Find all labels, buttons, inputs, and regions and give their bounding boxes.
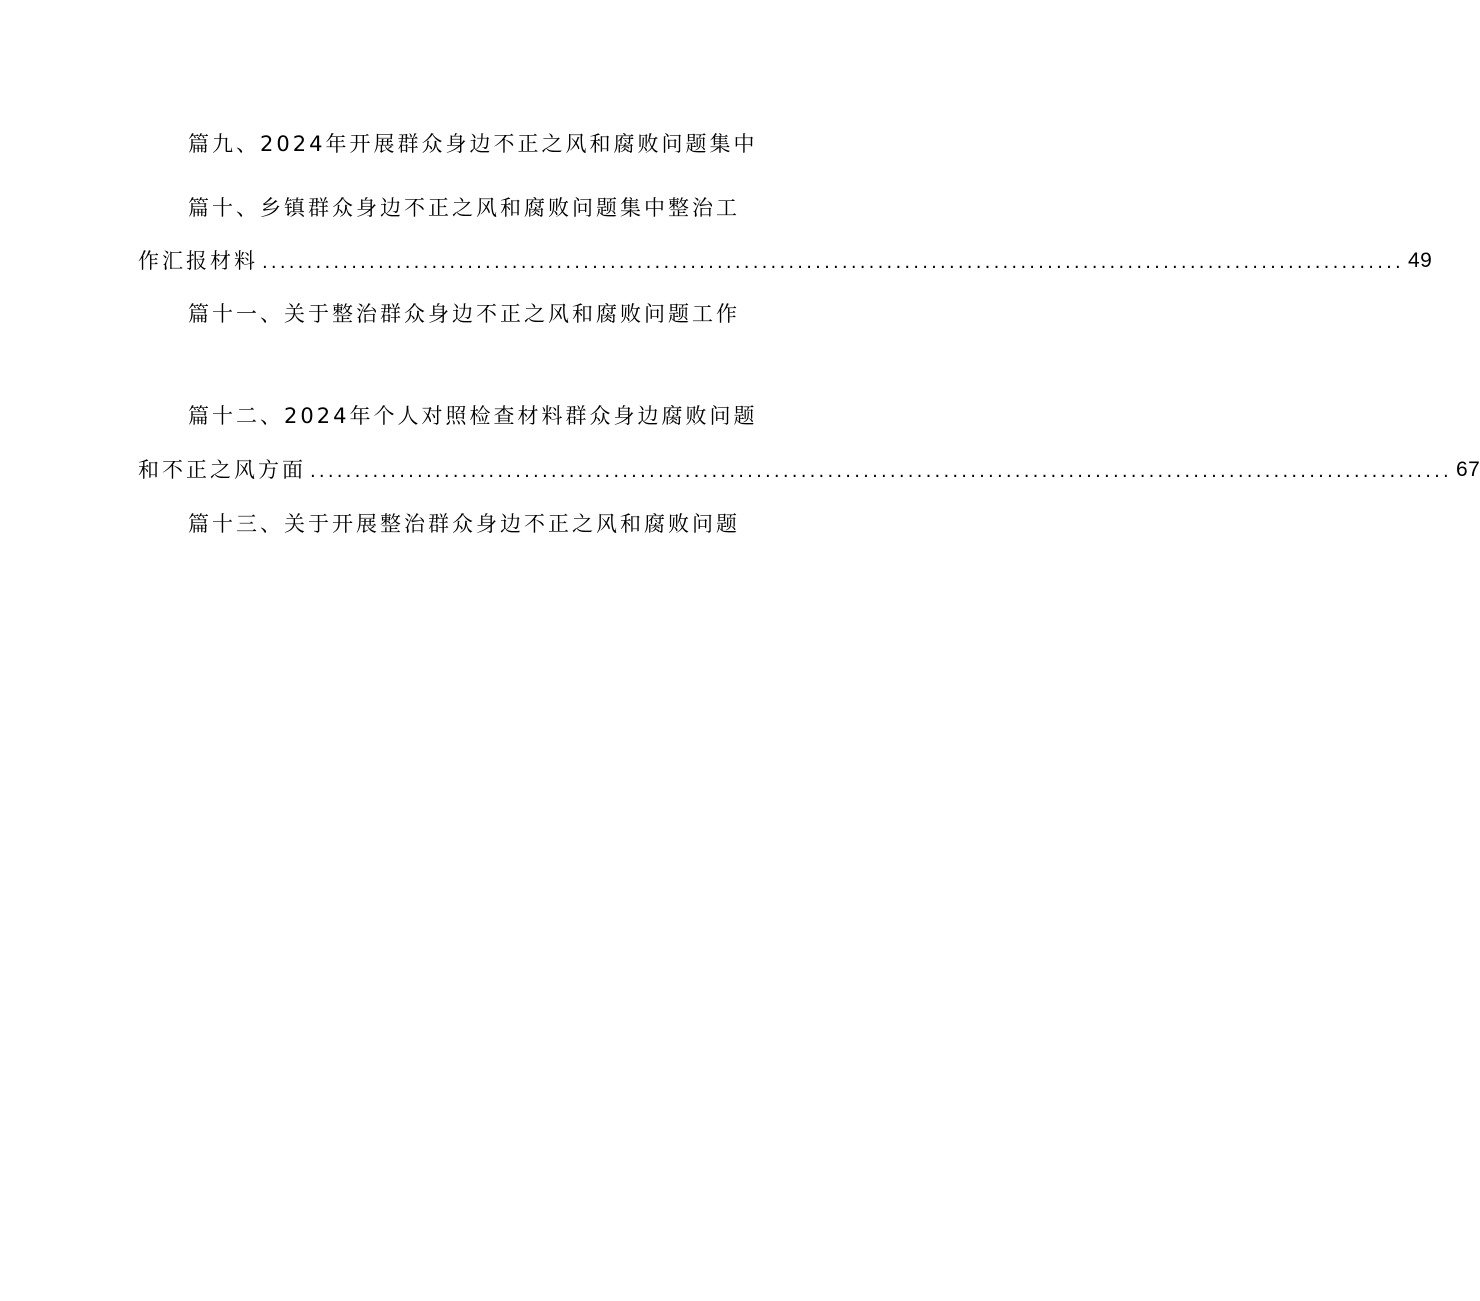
toc-entry-title: 篇九、2024年开展群众身边不正之风和腐败问题集中 xyxy=(188,132,758,156)
toc-entry-title: 篇十三、关于开展整治群众身边不正之风和腐败问题 xyxy=(188,512,740,536)
dot-leader: ................................................................................................................................ xyxy=(310,461,1452,482)
toc-entry-title: 篇十、乡镇群众身边不正之风和腐败问题集中整治工 xyxy=(188,196,740,220)
toc-page-number: 67 xyxy=(1455,458,1480,481)
toc-entry-title: 篇十二、2024年个人对照检查材料群众身边腐败问题 xyxy=(188,404,758,428)
toc-entry-10 xyxy=(188,193,740,223)
toc-entry-12-continuation xyxy=(138,455,1480,485)
toc-entry-11 xyxy=(188,299,740,329)
toc-entry-10-continuation xyxy=(138,246,1433,276)
toc-entry-title-continued: 和不正之风方面 xyxy=(138,458,306,482)
toc-page-number: 49 xyxy=(1407,249,1433,272)
toc-entry-title: 篇十一、关于整治群众身边不正之风和腐败问题工作 xyxy=(188,302,740,326)
toc-entry-12 xyxy=(188,401,757,431)
toc-entry-13 xyxy=(188,509,740,539)
dot-leader: ................................................................................................................................ xyxy=(262,252,1404,273)
toc-entry-9 xyxy=(188,129,757,159)
toc-entry-title-continued: 作汇报材料 xyxy=(138,249,258,273)
